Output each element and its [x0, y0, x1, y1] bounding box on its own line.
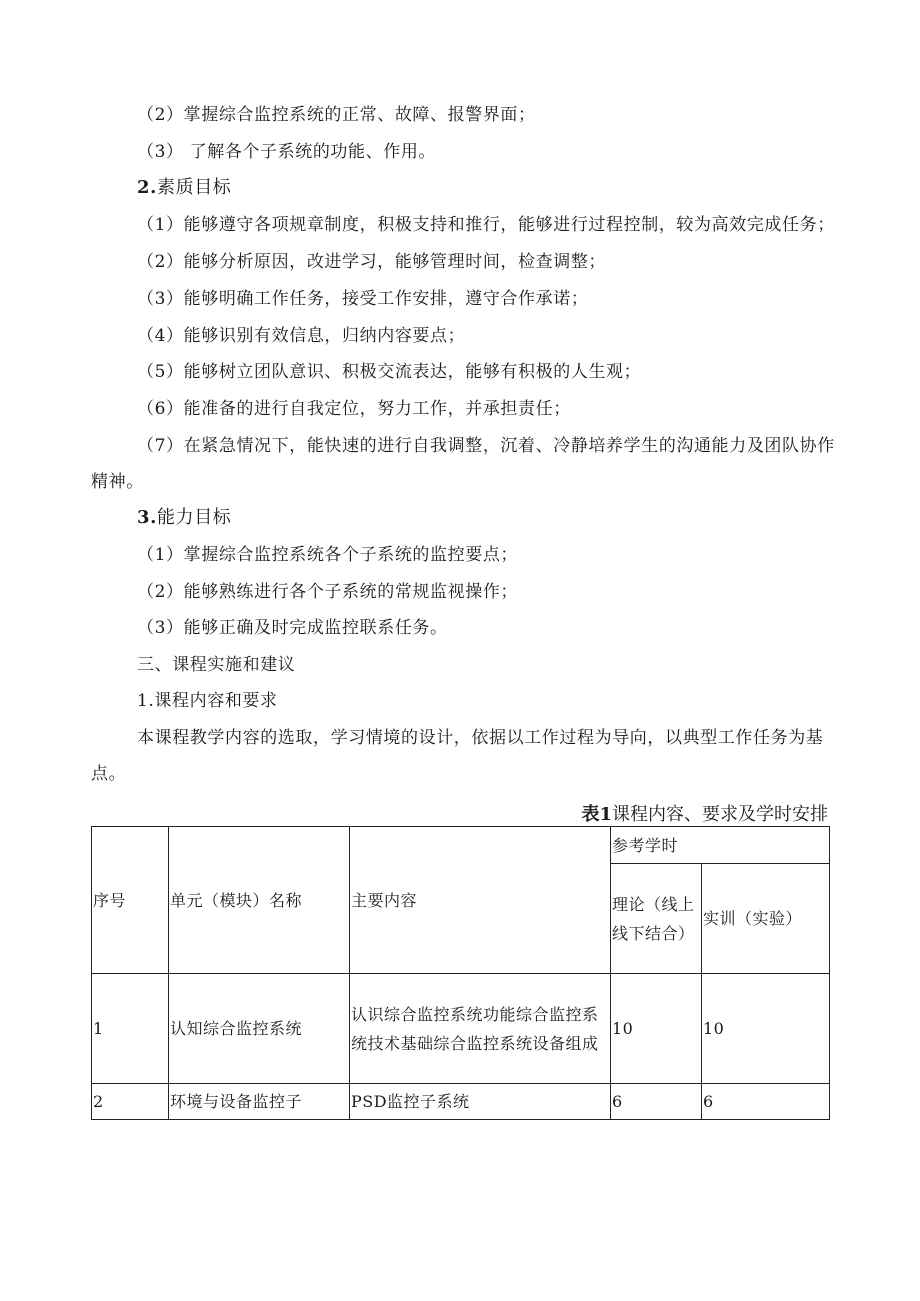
quality-item-4: （4）能够识别有效信息，归纳内容要点； — [137, 326, 466, 346]
table-caption-text: 课程内容、要求及学时安排 — [612, 804, 828, 825]
quality-item-2: （2）能够分析原因，改进学习，能够管理时间，检查调整； — [137, 252, 607, 272]
quality-item-6: （6）能准备的进行自我定位，努力工作，并承担责任； — [137, 399, 571, 419]
part-heading: 三、课程实施和建议 — [137, 655, 296, 675]
section-title: 能力目标 — [157, 507, 232, 528]
table-caption — [581, 803, 828, 827]
course-table — [91, 826, 830, 1120]
knowledge-item-3: （3） 了解各个子系统的功能、作用。 — [137, 142, 437, 162]
table-row — [92, 974, 830, 1084]
quality-item-7: （7）在紧急情况下，能快速的进行自我调整，沉着、冷静培养学生的沟通能力及团队协作 — [137, 436, 835, 456]
header-ref-hours: 参考学时 — [611, 827, 830, 864]
table-header-row — [92, 827, 830, 864]
section-title: 素质目标 — [157, 177, 232, 198]
quality-item-1: （1）能够遵守各项规章制度，积极支持和推行，能够进行过程控制，较为高效完成任务； — [137, 215, 835, 235]
quality-item-3: （3）能够明确工作任务，接受工作安排，遵守合作承诺； — [137, 289, 589, 309]
quality-item-7-cont: 精神。 — [91, 472, 144, 492]
cell-content: PSD监控子系统 — [350, 1084, 611, 1120]
table-caption-number: 表1 — [581, 804, 612, 825]
header-unit: 单元（模块）名称 — [169, 827, 350, 974]
cell-content-line1: 认识综合监控系统功能综合监控系 — [351, 1004, 599, 1024]
intro-paragraph: 本课程教学内容的选取，学习情境的设计，依据以工作过程为导向，以典型工作任务为基 — [137, 728, 824, 748]
cell-unit: 认知综合监控系统 — [169, 974, 350, 1084]
cell-seq: 2 — [92, 1084, 169, 1120]
table-row — [92, 1084, 830, 1120]
header-content: 主要内容 — [350, 827, 611, 974]
quality-item-5: （5）能够树立团队意识、积极交流表达，能够有积极的人生观； — [137, 362, 642, 382]
ability-item-3: （3）能够正确及时完成监控联系任务。 — [137, 618, 448, 638]
header-practice: 实训（实验） — [702, 864, 830, 974]
ability-item-2: （2）能够熟练进行各个子系统的常规监视操作； — [137, 582, 519, 602]
ability-item-1: （1）掌握综合监控系统各个子系统的监控要点； — [137, 545, 519, 565]
header-theory — [611, 864, 702, 974]
intro-paragraph-cont: 点。 — [91, 764, 127, 784]
section-heading-ability — [137, 506, 231, 530]
cell-seq: 1 — [92, 974, 169, 1084]
subsection-heading: 1.课程内容和要求 — [137, 691, 278, 711]
section-number: 2. — [137, 177, 157, 198]
cell-practice: 10 — [702, 974, 830, 1084]
cell-content-line2: 统技术基础综合监控系统设备组成 — [351, 1033, 599, 1053]
cell-content — [350, 974, 611, 1084]
section-number: 3. — [137, 507, 157, 528]
header-theory-line1: 理论（线上 — [612, 894, 695, 914]
cell-unit: 环境与设备监控子 — [169, 1084, 350, 1120]
header-theory-line2: 线下结合） — [612, 923, 695, 943]
knowledge-item-2: （2）掌握综合监控系统的正常、故障、报警界面； — [137, 105, 536, 125]
header-seq: 序号 — [92, 827, 169, 974]
cell-theory: 6 — [611, 1084, 702, 1120]
cell-practice: 6 — [702, 1084, 830, 1120]
cell-theory: 10 — [611, 974, 702, 1084]
section-heading-quality — [137, 176, 231, 200]
